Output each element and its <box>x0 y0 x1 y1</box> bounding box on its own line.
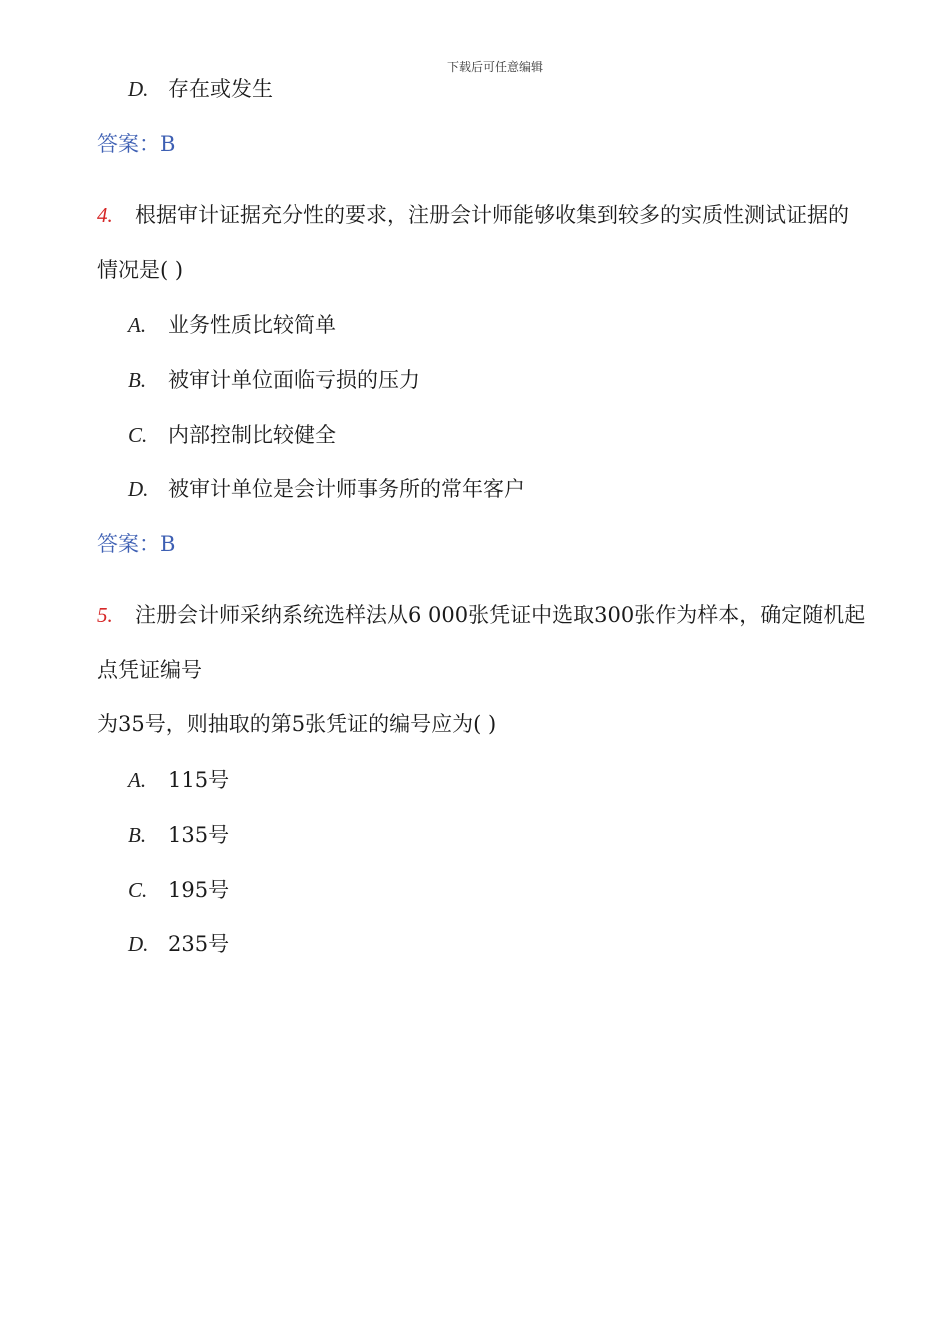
q4-stem-line1 <box>97 200 849 230</box>
prev-answer: 答案：B <box>97 132 176 156</box>
option-letter: A. <box>128 313 147 337</box>
option-letter: B. <box>128 368 147 392</box>
option-text: 195号 <box>168 878 230 902</box>
option-letter: D. <box>128 77 149 101</box>
question-number: 5. <box>97 603 113 627</box>
option-text: 内部控制比较健全 <box>168 423 336 447</box>
option-text: 被审计单位面临亏损的压力 <box>168 368 420 392</box>
header-note: 下载后可任意编辑 <box>446 60 543 74</box>
q5-stem-line1 <box>97 600 865 630</box>
option-letter: D. <box>128 932 149 956</box>
q5-option-b <box>128 820 229 850</box>
question-text: 根据审计证据充分性的要求，注册会计师能够收集到较多的实质性测试证据的 <box>135 203 849 227</box>
q5-option-d <box>128 929 229 959</box>
option-letter: B. <box>128 823 147 847</box>
q4-option-b <box>128 365 420 395</box>
q5-option-c <box>128 875 229 905</box>
q4-option-d <box>128 474 525 504</box>
option-letter: A. <box>128 768 147 792</box>
option-text: 被审计单位是会计师事务所的常年客户 <box>168 477 525 501</box>
option-text: 135号 <box>168 823 230 847</box>
option-text: 业务性质比较简单 <box>168 313 336 337</box>
question-number: 4. <box>97 203 113 227</box>
option-letter: C. <box>128 878 148 902</box>
question-text: 注册会计师采纳系统选样法从6 000张凭证中选取300张作为样本，确定随机起 <box>135 603 866 627</box>
q5-stem-line3: 为35号，则抽取的第5张凭证的编号应为( ) <box>97 712 497 736</box>
option-letter: D. <box>128 477 149 501</box>
prev-option-d <box>128 74 273 104</box>
q4-option-a <box>128 310 336 340</box>
q4-answer: 答案：B <box>97 532 176 556</box>
q5-stem-line2: 点凭证编号 <box>97 658 202 682</box>
option-text: 235号 <box>168 932 230 956</box>
q4-stem-line2: 情况是( ) <box>97 258 184 282</box>
q5-option-a <box>128 765 229 795</box>
option-text: 115号 <box>168 768 230 792</box>
option-text: 存在或发生 <box>168 77 273 101</box>
q4-option-c <box>128 420 336 450</box>
option-letter: C. <box>128 423 148 447</box>
